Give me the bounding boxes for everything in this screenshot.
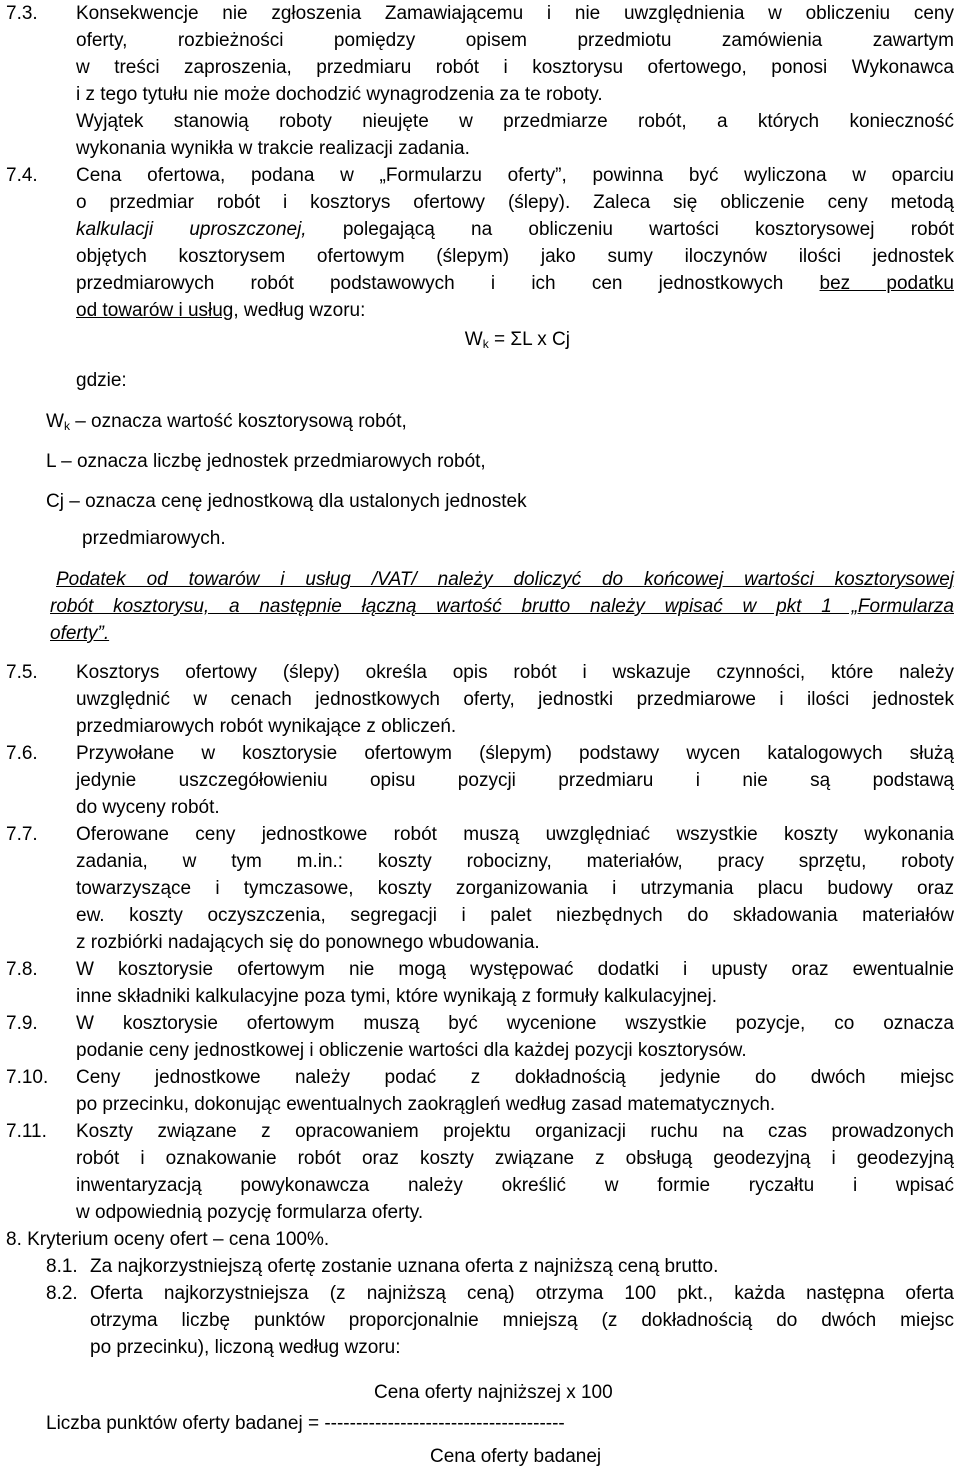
section-7-5 xyxy=(0,659,960,740)
section-7-7 xyxy=(0,821,960,956)
text-line: przedmiarowych robót podstawowych i ich cen jednostkowych bez podatku xyxy=(76,273,954,294)
section-7-10 xyxy=(0,1064,960,1118)
where-label: gdzie: xyxy=(76,370,127,391)
text-line: otrzyma liczbę punktów proporcjonalnie mniejszą (z dokładnością do dwóch miejsc xyxy=(90,1310,954,1331)
section-number: 7.9. xyxy=(6,1013,38,1034)
section-number: 8.2. xyxy=(46,1283,78,1304)
text-line: podanie ceny jednostkowej i obliczenie wartości dla każdej pozycji kosztorysów. xyxy=(76,1040,747,1061)
text-line: Oferta najkorzystniejsza (z najniższą ceną) otrzyma 100 pkt., każda następna oferta xyxy=(90,1283,954,1304)
text-line: ew. koszty oczyszczenia, segregacji i palet niezbędnych do składowania materiałów xyxy=(76,905,954,926)
text-line: robót i oznakowanie robót oraz koszty związane z obsługą geodezyjną i geodezyjną xyxy=(76,1148,954,1169)
text-line: Za najkorzystniejszą ofertę zostanie uznana oferta z najniższą ceną brutto. xyxy=(90,1256,719,1277)
text-line: Koszty związane z opracowaniem projektu organizacji ruchu na czas prowadzonych xyxy=(76,1121,954,1142)
text-line: zadania, w tym m.in.: koszty robocizny, materiałów, pracy sprzętu, roboty xyxy=(76,851,954,872)
definition-wk: $W_k$ – oznacza wartość kosztorysową robót, xyxy=(46,411,407,433)
text-line: po przecinku), liczoną według wzoru: xyxy=(90,1337,401,1358)
text-line: Oferowane ceny jednostkowe robót muszą uwzględniać wszystkie koszty wykonania xyxy=(76,824,954,845)
section-number: 7.4. xyxy=(6,165,38,186)
text-line: inwentaryzacją powykonawcza należy określić w formie ryczałtu i wpisać xyxy=(76,1175,954,1196)
text-line: Przywołane w kosztorysie ofertowym (ślepym) podstawy wycen katalogowych służą xyxy=(76,743,954,764)
text-line: przedmiarowych robót wynikające z obliczeń. xyxy=(76,716,457,737)
section-7-6 xyxy=(0,740,960,821)
cost-formula: $W_k = \Sigma L$ x Cj xyxy=(464,329,570,351)
formula-left-side: Liczba punktów oferty badanej = -------------------------------------- xyxy=(46,1413,565,1434)
text-line: towarzyszące i tymczasowe, koszty zorganizowania i utrzymania placu budowy oraz xyxy=(76,878,954,899)
section-number: 7.3. xyxy=(6,3,38,24)
text-line: W kosztorysie ofertowym muszą być wycenione wszystkie pozycje, co oznacza xyxy=(76,1013,954,1034)
section-number: 7.7. xyxy=(6,824,38,845)
section-7-8 xyxy=(0,956,960,1010)
section-7-9 xyxy=(0,1010,960,1064)
text-line: kalkulacji uproszczonej, polegającą na obliczeniu wartości kosztorysowej robót xyxy=(76,219,954,240)
text-line: i z tego tytułu nie może dochodzić wynagrodzenia za te roboty. xyxy=(76,84,603,105)
text-line: w odpowiednią pozycję formularza oferty. xyxy=(76,1202,424,1223)
text-line: o przedmiar robót i kosztorys ofertowy (ślepy). Zaleca się obliczenie ceny metodą xyxy=(76,192,954,213)
text-line: W kosztorysie ofertowym nie mogą występować dodatki i upusty oraz ewentualnie xyxy=(76,959,954,980)
text-line: Konsekwencje nie zgłoszenia Zamawiającemu i nie uwzględnienia w obliczeniu ceny xyxy=(76,3,954,24)
section-7-4 xyxy=(0,162,960,394)
text-line: wykonania wynikła w trakcie realizacji zadania. xyxy=(76,138,470,159)
section-7-3 xyxy=(0,0,960,162)
section-number: 7.6. xyxy=(6,743,38,764)
text-line: oferty”. xyxy=(50,623,110,644)
section-8-heading: 8. Kryterium oceny ofert – cena 100%. xyxy=(6,1229,330,1250)
section-number: 8.1. xyxy=(46,1256,78,1277)
text-line: po przecinku, dokonując ewentualnych zaokrągleń według zasad matematycznych. xyxy=(76,1094,776,1115)
formula-numerator: Cena oferty najniższej x 100 xyxy=(374,1382,613,1403)
text-line: uwzględnić w cenach jednostkowych oferty, jednostki przedmiarowe i ilości jednostek xyxy=(76,689,954,710)
section-number: 7.10. xyxy=(6,1067,49,1088)
text-line: objętych kosztorysem ofertowym (ślepym) jako sumy iloczynów ilości jednostek xyxy=(76,246,954,267)
text-line: inne składniki kalkulacyjne poza tymi, które wynikają z formuły kalkulacyjnej. xyxy=(76,986,717,1007)
text-line: w treści zaproszenia, przedmiaru robót i kosztorysu ofertowego, ponosi Wykonawca xyxy=(76,57,954,78)
text-line: Ceny jednostkowe należy podać z dokładnością jedynie do dwóch miejsc xyxy=(76,1067,954,1088)
text-line: Wyjątek stanowią roboty nieujęte w przedmiarze robót, a których konieczność xyxy=(76,111,954,132)
formula-denominator: Cena oferty badanej xyxy=(430,1446,602,1467)
text-line: oferty, rozbieżności pomiędzy opisem przedmiotu zamówienia zawartym xyxy=(76,30,954,51)
definition-cj: Cj – oznacza cenę jednostkową dla ustalonych jednostek xyxy=(46,491,527,512)
section-7-11 xyxy=(0,1118,960,1226)
text-line: do wyceny robót. xyxy=(76,797,220,818)
text-line: Cena ofertowa, podana w „Formularzu oferty”, powinna być wyliczona w oparciu xyxy=(76,165,954,186)
section-8-1 xyxy=(0,1253,960,1280)
points-formula xyxy=(0,1379,960,1475)
definition-cj-continued: przedmiarowych. xyxy=(82,528,226,549)
text-line: jedynie uszczegółowieniu opisu pozycji przedmiaru i nie są podstawą xyxy=(76,770,954,791)
text-line: z rozbiórki nadających się do ponownego wbudowania. xyxy=(76,932,540,953)
section-number: 7.5. xyxy=(6,662,38,683)
text-line: Kosztorys ofertowy (ślepy) określa opis robót i wskazuje czynności, które należy xyxy=(76,662,954,683)
section-8-2 xyxy=(0,1280,960,1361)
section-number: 7.8. xyxy=(6,959,38,980)
definition-l: L – oznacza liczbę jednostek przedmiarowych robót, xyxy=(46,451,486,472)
text-line: Podatek od towarów i usług /VAT/ należy doliczyć do końcowej wartości kosztorysowej xyxy=(56,569,954,590)
vat-note xyxy=(0,566,960,647)
text-line: od towarów i usług, według wzoru: xyxy=(76,300,366,321)
section-number: 7.11. xyxy=(6,1121,47,1142)
text-line: robót kosztorysu, a następnie łączną wartość brutto należy wpisać w pkt 1 „Formularza xyxy=(50,596,954,617)
